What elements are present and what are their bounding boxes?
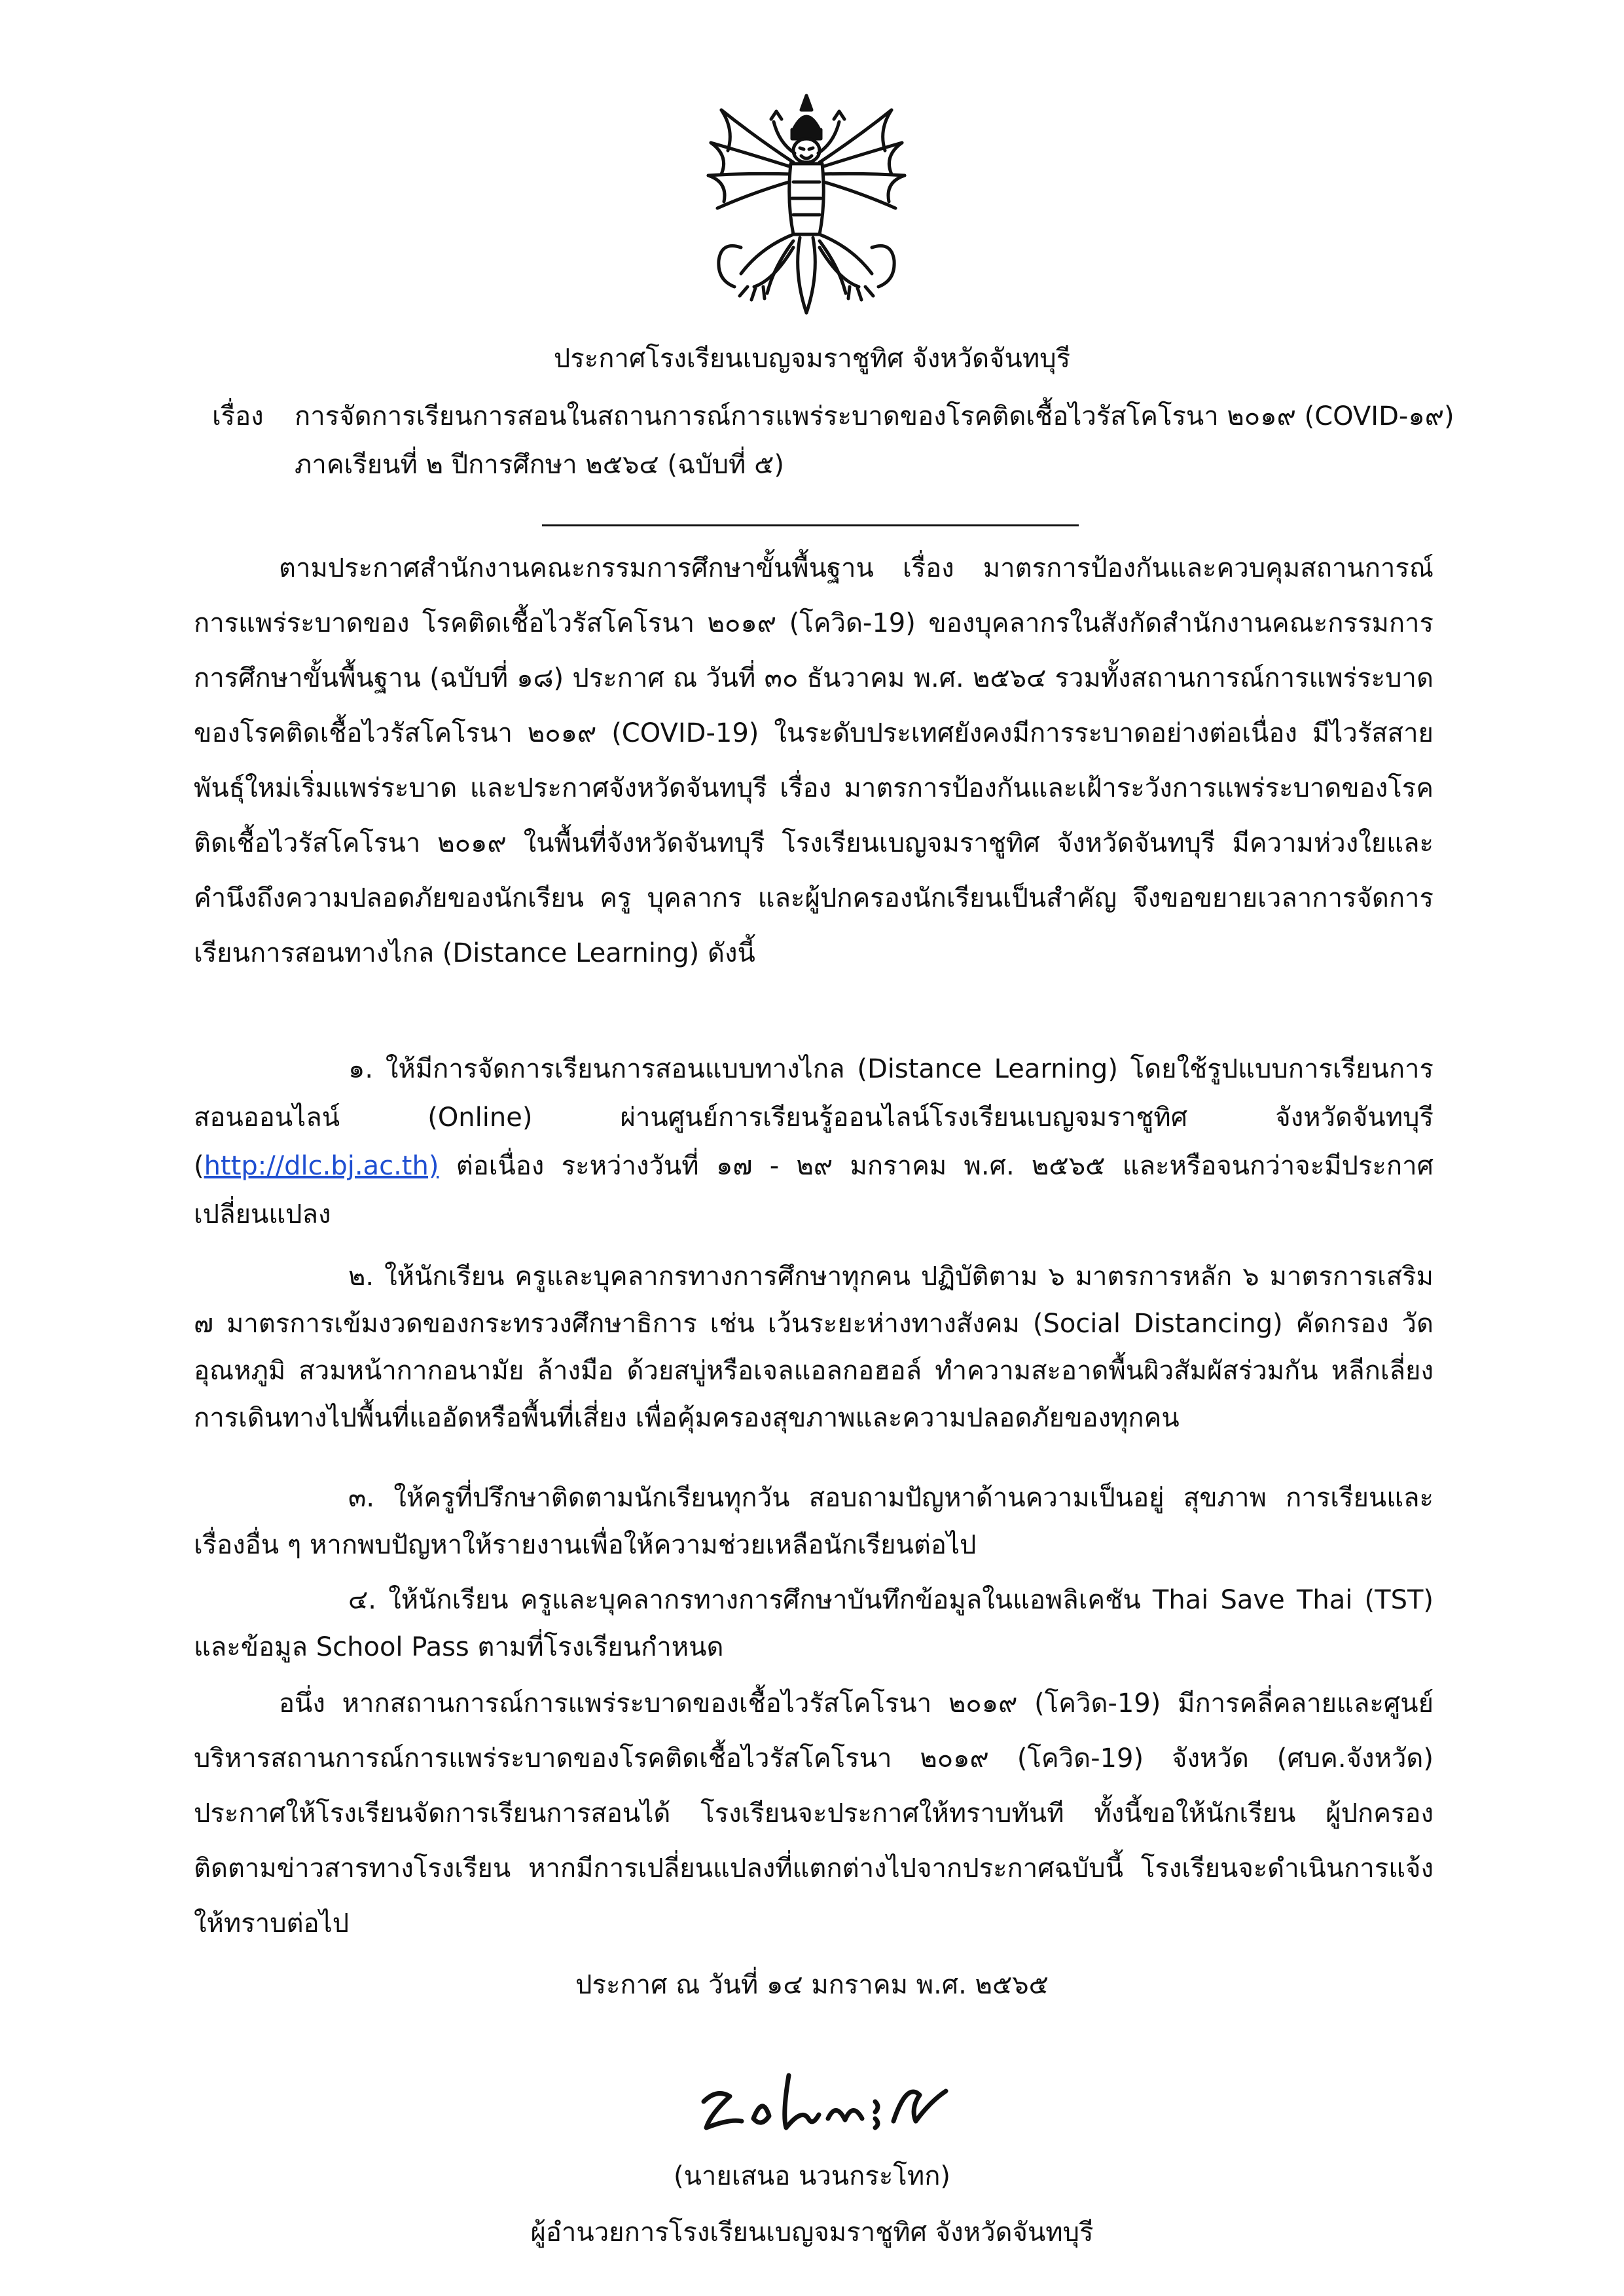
measure-item-1-text-after: ต่อเนื่อง ระหว่างวันที่ ๑๗ - ๒๙ มกราคม พ.ศ. ๒๕๖๕ และหรือจนกว่าจะมีประกาศเปลี่ยนแปลง [194, 1151, 1434, 1230]
closing-paragraph: อนึ่ง หากสถานการณ์การแพร่ระบาดของเชื้อไวรัสโคโรนา ๒๐๑๙ (โควิด-19) มีการคลี่คลายและศูนย์บริหารสถานการณ์การแพร่ระบาดของโรคติดเชื้อไวรัสโคโรนา ๒๐๑๙ (โควิด-19) จังหวัด (ศบค.จังหวัด) ประกาศให้โรงเรียนจัดการเรียนการสอนได้ โรงเรียนจะประกาศให้ทราบทันที ทั้งนี้ขอให้นักเรียน ผู้ปกครองติดตามข่าวสารทางโรงเรียน หากมีการเปลี่ยนแปลงที่แตกต่างไปจากประกาศฉบับนี้ โรงเรียนจะดำเนินการแจ้งให้ทราบต่อไป [194, 1688, 1434, 1939]
subject-title-line-1: การจัดการเรียนการสอนในสถานการณ์การแพร่ระบาดของโรคติดเชื้อไวรัสโคโรนา ๒๐๑๙ (COVID-๑๙) [295, 401, 1454, 431]
distance-learning-center-link[interactable]: http://dlc.bj.ac.th) [204, 1151, 439, 1181]
measure-item-4: ๔. ให้นักเรียน ครูและบุคลากรทางการศึกษาบันทึกข้อมูลในแอพลิเคชัน Thai Save Thai (TST) และข้อมูล School Pass ตามที่โรงเรียนกำหนด [194, 1585, 1434, 1662]
garuda-emblem-icon [695, 90, 918, 325]
signer-name: (นายเสนอ นวนกระโทก) [673, 2161, 951, 2191]
signer-position: ผู้อำนวยการโรงเรียนเบญจมราชูทิศ จังหวัดจันทบุรี [530, 2217, 1094, 2248]
measure-item-1-text-before: ๑. ให้มีการจัดการเรียนการสอนแบบทางไกล (Distance Learning) โดยใช้รูปแบบการเรียนการสอนออนไลน์ (Online) ผ่านศูนย์การเรียนรู้ออนไลน์โรงเรียนเบญจมราชูทิศ จังหวัดจันทบุรี ( [194, 1054, 1434, 1181]
subject-label: เรื่อง [212, 401, 264, 431]
header-divider [542, 524, 1079, 526]
subject-title-line-2: ภาคเรียนที่ ๒ ปีการศึกษา ๒๕๖๔ (ฉบับที่ ๕) [295, 450, 785, 480]
issuing-organization: ประกาศโรงเรียนเบญจมราชูทิศ จังหวัดจันทบุรี [553, 344, 1071, 374]
measure-item-1 [194, 1045, 1434, 1239]
measure-item-3: ๓. ให้ครูที่ปรึกษาติดตามนักเรียนทุกวัน สอบถามปัญหาด้านความเป็นอยู่ สุขภาพ การเรียนและเรื่องอื่น ๆ หากพบปัญหาให้รายงานเพื่อให้ความช่วยเหลือนักเรียนต่อไป [194, 1483, 1434, 1560]
intro-paragraph: ตามประกาศสำนักงานคณะกรรมการศึกษาขั้นพื้นฐาน เรื่อง มาตรการป้องกันและควบคุมสถานการณ์การแพร่ระบาดของ โรคติดเชื้อไวรัสโคโรนา ๒๐๑๙ (โควิด-19) ของบุคลากรในสังกัดสำนักงานคณะกรรมการการศึกษาขั้นพื้นฐาน (ฉบับที่ ๑๘) ประกาศ ณ วันที่ ๓๐ ธันวาคม พ.ศ. ๒๕๖๔ รวมทั้งสถานการณ์การแพร่ระบาดของโรคติดเชื้อไวรัสโคโรนา ๒๐๑๙ (COVID-19) ในระดับประเทศยังคงมีการระบาดอย่างต่อเนื่อง มีไวรัสสายพันธุ์ใหม่เริ่มแพร่ระบาด และประกาศจังหวัดจันทบุรี เรื่อง มาตรการป้องกันและเฝ้าระวังการแพร่ระบาดของโรคติดเชื้อไวรัสโคโรนา ๒๐๑๙ ในพื้นที่จังหวัดจันทบุรี โรงเรียนเบญจมราชูทิศ จังหวัดจันทบุรี มีความห่วงใยและคำนึงถึงความปลอดภัยของนักเรียน ครู บุคลากร และผู้ปกครองนักเรียนเป็นสำคัญ จึงขอขยายเวลาการจัดการเรียนการสอนทางไกล (Distance Learning) ดังนี้ [194, 553, 1434, 968]
handwritten-signature-icon [691, 2056, 972, 2147]
announcement-date: ประกาศ ณ วันที่ ๑๔ มกราคม พ.ศ. ๒๕๖๕ [575, 1970, 1049, 2000]
measure-item-2: ๒. ให้นักเรียน ครูและบุคลากรทางการศึกษาทุกคน ปฏิบัติตาม ๖ มาตรการหลัก ๖ มาตรการเสริม ๗ มาตรการเข้มงวดของกระทรวงศึกษาธิการ เช่น เว้นระยะห่างทางสังคม (Social Distancing) คัดกรอง วัดอุณหภูมิ สวมหน้ากากอนามัย ล้างมือ ด้วยสบู่หรือเจลแอลกอฮอล์ ทำความสะอาดพื้นผิวสัมผัสร่วมกัน หลีกเลี่ยงการเดินทางไปพื้นที่แออัดหรือพื้นที่เสี่ยง เพื่อคุ้มครองสุขภาพและความปลอดภัยของทุกคน [194, 1262, 1434, 1433]
